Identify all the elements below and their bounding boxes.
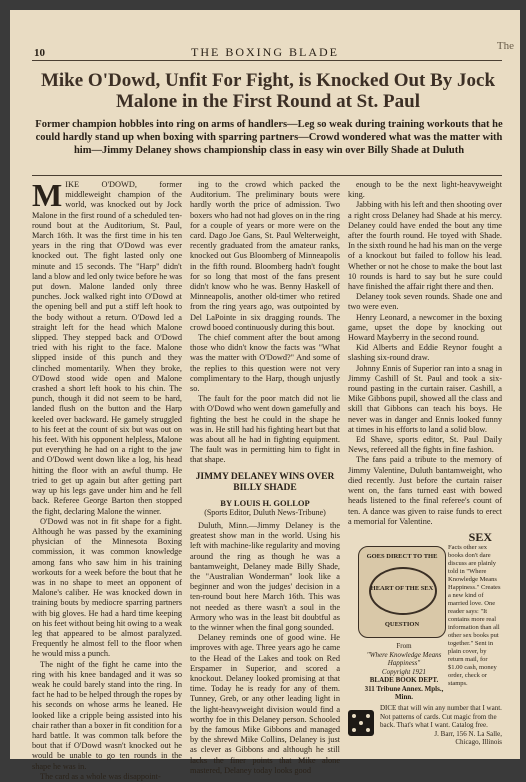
magazine-page [10,10,520,781]
paragraph: enough to be the next light-heavyweight king. [348,180,502,200]
paragraph: The chief comment after the bout among those who didn't know the facts was "What was the matter with O'Dowd?" And some of the replies to this question were not very complimentary to the Harp, though unjustly so. [190,333,340,394]
art-bottom-text: QUESTION [384,621,420,628]
sex-book-ad [348,530,502,700]
byline-affiliation: (Sports Editor, Duluth News-Tribune) [204,507,326,517]
paragraph: Delaney reminds one of good wine. He improves with age. Three years ago he came to the Head of the Lakes and took on Red Erspamer in Superior, and scored a knockout. Delaney looked promising at that time. Today he is ready for any of them. Tunney, Greb, or any other leading light in the light-heavyweight division would find a worthy foe in this Delaney person. Schooled by the famous Mike Gibbons and managed by the shrewd Mike Collins, Delaney is just as clever as Gibbons and although he still lacks the finer points that Mike alone mastered, Delaney today looks good [190,633,340,775]
paragraph: O'Dowd was not in fit shape for a fight. Although he was passed by the examining physician of the Minnesota Boxing commission, it was common knowledge among fans who saw him in his training workouts for a week before the bout that he was in no shape to meet an opponent of Malone's caliber. He was knocked down in training bouts by mediocre sparring partners with big gloves. He had a hard time keeping on his feet without being hit owing to a weak leg that appeared to be almost paralyzed. Frequently he almost fell to the floor when he would miss a punch. [32,516,183,659]
column-2 [190,180,340,776]
dice-ad [380,704,502,747]
paragraph: Kid Alberts and Eddie Reynor fought a slashing six-round draw. [348,343,502,363]
byline: BY LOUIS H. GOLLOP [220,497,310,508]
ad-copyright: Copyright 1921 [381,667,427,676]
ad-publisher: BLADE BOOK DEPT. [369,676,439,684]
paragraph: Jabbing with his left and then shooting over a right cross Delaney had Shade at his mercy. Delaney could have ended the bout any time after the fourth round. He toyed with Shade. In the sixth round he had his man on the verge of a knockout but failed to follow his lead. Whether or not he chose to make the bout last 10 rounds is hard to say but he sure could have finished the affair right there and then. [348,200,502,292]
dice-ad-name: J. Barr, 156 N. La Salle, [434,729,502,738]
masthead: THE BOXING BLADE [191,45,339,59]
paragraph: Ed Shave, sports editor, St. Paul Daily News, refereed all the fights in fine fashion. [348,435,502,455]
headline: Mike O'Dowd, Unfit For Fight, is Knocked Out By Jock Malone in the First Round at St. Paul [40,70,496,112]
ad-footer [356,642,452,702]
scan-border [0,0,526,10]
column-3 [348,180,502,530]
deck-rule [32,175,502,176]
corner-mark: The [496,40,514,52]
ad-from: From [396,642,412,650]
ad-book-title: "Where Knowledge Means Happiness" [366,650,442,667]
paragraph: The fault for the poor match did not lie with O'Dowd who went down gamefully and fighting the best he could in the shape he was in. He still had his fighting heart but that was about all he had in fighting equipment. The fault was in permitting him to fight in that shape. [190,394,340,465]
book-illustration [358,546,446,638]
paragraph: The night of the fight he came into the ring with his knee bandaged and it was so weak he could barely stand into the ring. In fact he had to be helped through the ropes by his seconds on whose arms he leaned. He looked like a cripple being assisted into his chair rather than a boxer in fit condition for a hard battle. It was common talk before the bout that if O'Dowd wasn't knocked out he would be unable to go ten rounds in the shape he was in. [32,659,182,771]
column-1 [32,177,183,782]
header-rule [32,60,502,61]
paragraph: ing to the crowd which packed the Auditorium. The preliminary bouts were hardly worth the price of admission. Two boxers who had not had gloves on in the ring for a couple of years or more were on the card. Dago Joe Gans, St. Paul Welterweight, recently graduated from the amateur ranks, knocked out Gus Bloomberg of Minneapolis in the fifth round. Bloomberg hadn't fought for so long that most of the fans present didn't know who he was. Benny Haskell of Minneapolis, another old-timer who retired from the ring years ago, was outpointed by Del LaPointe in six dragging rounds. The crowd booed continuously during this bout. [190,180,340,332]
dice-ad-city: Chicago, Illinois [455,738,502,746]
subhead: JIMMY DELANEY WINS OVER BILLY SHADE [195,471,335,493]
art-mid-text: HEART OF THE SEX [370,585,434,592]
page-number: 10 [34,47,45,59]
page-header [10,10,520,64]
paragraph: The fans paid a tribute to the memory of Jimmy Valentine, Duluth bantamweight, who died recently. Just before the curtain raiser went on, the fans turned east with bowed heads listened to the final referee's count of ten. A dance was given to raise funds to erect a memorial for Valentine. [348,455,502,526]
dice-ad-body: DICE that will win any number that I want. Not patterns of cards. Cut magic from the back. That's what I want. Catalog free. [380,704,502,729]
dice-icon [348,710,374,736]
paragraph: IKE O'DOWD, former middleweight champion of the world, was knocked out by Jock Malone in the first round of a scheduled ten-round bout at the Auditorium, St. Paul, March 16th. It was the first time in his ten years in the ring that O'Dowd was ever knocked out. The fight lasted only one minute and 15 seconds. The "Harp" didn't land a blow and led only twice before he was put down. Malone landed only three punches. Jock walked right into O'Dowd at the opening bell and put a stiff left hook to the body without a return. O'Dowd led a straight left for the head which Malone slipped. They stepped back and O'Dowd tried with his right to the face. Malone slipped inside of this punch and they clinched momentarily. When they broke, O'Dowd stood wide open and Malone crashed a short left hook to his chin. The punch, though it did not seem to be hard, landed flush on the button and the Harp keeled over backward. He gamely struggled to his feet at the count of six but was out on his feet. With his opponent helpless, Malone put everything he had on a right to the jaw and O'Dowd went down like a log, his head hitting the floor with an awful thump. He tried to get up again but after getting part way up his legs gave under him and he fell back. Referee George Barton then stopped the fight, declaring Malone the winner. [32,180,182,516]
paragraph: Henry Leonard, a newcomer in the boxing game, upset the dope by knocking out Howard Mayberry in the second round. [348,312,502,343]
paragraph: The card as a whole was disappoint- [40,771,161,781]
deck: Former champion hobbles into ring on arms of handlers—Leg so weak during training workouts that he could hardly stand up when boxing with sparring partners—Crowd wondered what was the matter with him—Jimmy Delaney shows championship class in easy win over Billy Shade at Duluth [35,119,503,156]
paragraph: Delaney took seven rounds. Shade one and two were even. [348,292,502,312]
art-top-text: GOES DIRECT TO THE [366,553,438,560]
ad-body: Facts other sex books don't dare discuss are plainly told in "Where Knowledge Means Happiness." Creates a new kind of married love. One reader says: "It contains more real information than all other sex books put together." Sent in plain cover, by return mail, for $1.00 cash, money order, check or stamps. [448,544,501,687]
drop-cap: M [32,177,63,213]
paragraph: Johnny Ennis of Superior ran into a snag in Jimmy Cashill of St. Paul and took a six-round pasting in the curtain raiser. Cashill, a Mike Gibbons pupil, showed all the class and skill that Gibbons can teach his boys. He never was in danger and Ennis looked funny at times in his efforts to land a solid blow. [348,363,502,434]
ad-address: 311 Tribune Annex. Mpls., Minn. [364,684,444,701]
ad-heading: SEX [468,530,492,544]
paragraph: Duluth, Minn.—Jimmy Delaney is the greatest show man in the world. Using his left with machine-like regularity and moving around the ring as though he was a bantamweight, Delaney made Billy Shade, the "Australian Wonderman" look like a beginner and won the judges' decision in a ten-round bout here March 16th. This was not needed as there wasn't a soul in the Armory who was in the least bit doubtful as to the winner when the final gong sounded. [190,520,340,632]
